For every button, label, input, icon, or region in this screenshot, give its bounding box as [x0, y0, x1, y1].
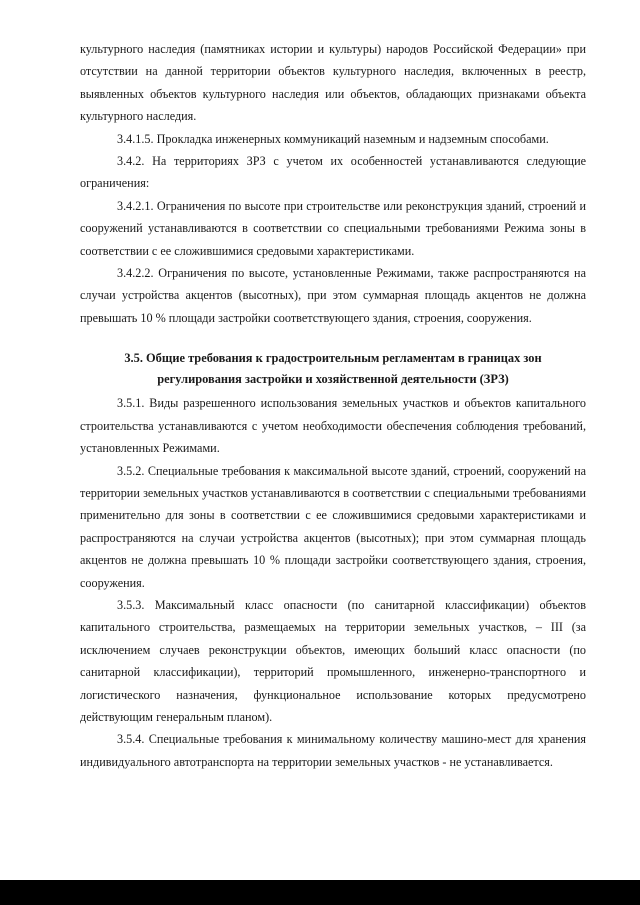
paragraph-3-4-2: 3.4.2. На территориях ЗРЗ с учетом их особенностей устанавливаются следующие ограничения: — [80, 154, 586, 191]
document-page — [80, 38, 586, 773]
paragraph-3-4-1-5: 3.4.1.5. Прокладка инженерных коммуникаций наземным и надземным способами. — [117, 131, 549, 146]
paragraph-3-4-2-2: 3.4.2.2. Ограничения по высоте, установленные Режимами, также распространяются на случаи устройства акцентов (высотных), при этом суммарная площадь акцентов не должна превышать 10 % площади застройки соответствующего здания, строения, сооружения. — [80, 266, 586, 325]
paragraph-continuation: культурного наследия (памятниках истории и культуры) народов Российской Федерации» при отсутствии на данной территории объектов культурного наследия, включенных в реестр, выявленных объектов культурного наследия или объектов, обладающих признаками объекта культурного наследия. — [80, 42, 586, 124]
paragraph-3-5-3: 3.5.3. Максимальный класс опасности (по санитарной классификации) объектов капитального строительства, размещаемых на территории земельных участков, – III (за исключением случаев реконструкции объектов, имеющих больший класс опасности (по санитарной классификации), территорий промышленного, инженерно-транспортного и логистического назначения, функциональное использование которых предусмотрено действующим генеральным планом). — [80, 597, 586, 724]
paragraph-3-4-2-1: 3.4.2.1. Ограничения по высоте при строительстве или реконструкция зданий, строений и сооружений устанавливаются в соответствии со специальными требованиями Режима зоны в соответствии с ее сложившимися средовыми характеристиками. — [80, 198, 586, 258]
scan-bottom-edge — [0, 880, 640, 905]
paragraph-3-5-4: 3.5.4. Специальные требования к минимальному количеству машино-мест для хранения индивидуального автотранспорта на территории земельных участков - не устанавливается. — [80, 732, 586, 769]
paragraph-3-5-1: 3.5.1. Виды разрешенного использования земельных участков и объектов капитального строительства устанавливаются с учетом необходимости обеспечения соблюдения требований, установленных Режимами. — [80, 396, 586, 456]
section-heading-3-5: 3.5. Общие требования к градостроительным регламентам в границах зон регулирования застройки и хозяйственной деятельности (ЗРЗ) — [124, 351, 542, 387]
paragraph-3-5-2: 3.5.2. Специальные требования к максимальной высоте зданий, строений, сооружений на территории земельных участков устанавливаются в соответствии с специальными требованиями применительно для зоны в соответствии с ее сложившимися средовыми характеристиками и распространяются на случаи устройства акцентов (высотных); при этом суммарная площадь акцентов не должна превышать 10 % площади застройки соответствующего здания, строения, сооружения. — [80, 463, 586, 590]
